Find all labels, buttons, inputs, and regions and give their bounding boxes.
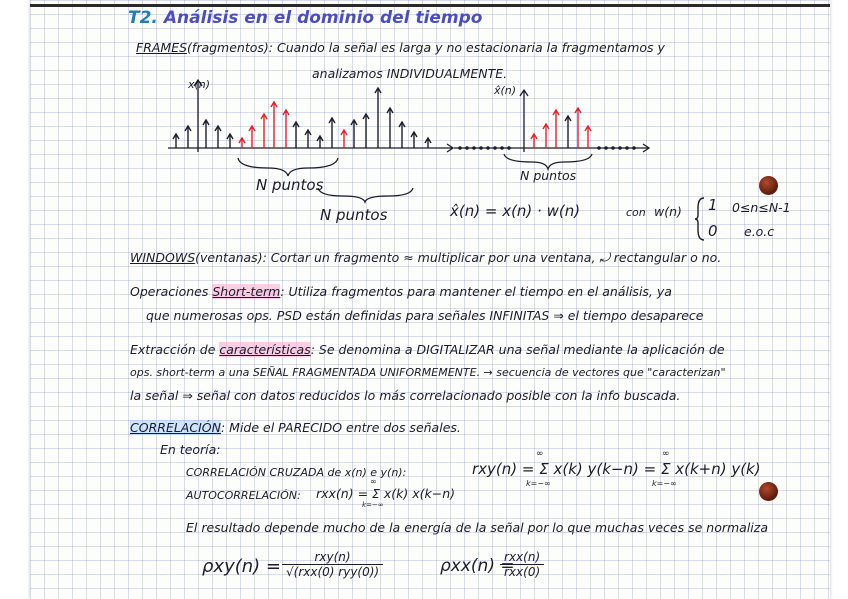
left-signal-plot xyxy=(168,80,458,160)
autocorrelation-label: AUTOCORRELACIÓN: xyxy=(186,489,301,502)
windows-rest: (ventanas): Cortar un fragmento ≈ multiplicar por una ventana, ⤾ rectangular o no. xyxy=(195,250,722,265)
left-stem-5 xyxy=(239,138,245,148)
window-case2-cond: e.o.c xyxy=(744,224,775,239)
left-stem-16 xyxy=(363,114,369,148)
left-stem-21 xyxy=(425,138,431,148)
window-w: w(n) xyxy=(654,204,682,219)
windows-label: WINDOWS xyxy=(130,250,196,265)
rho-xx-lhs: ρxx(n) = xyxy=(440,556,515,576)
left-axis-label: x(n) xyxy=(188,78,211,91)
frames-line-2: analizamos INDIVIDUALMENTE. xyxy=(312,66,508,81)
window-case1-cond: 0≤n≤N-1 xyxy=(732,200,791,215)
right-stem-2 xyxy=(553,110,559,148)
n-puntos-label-1: N puntos xyxy=(256,176,324,194)
right-stem-5 xyxy=(585,126,591,148)
sum-top-2: ∞ xyxy=(662,449,670,459)
window-formula: x̂(n) = x(n) · w(n) xyxy=(450,202,581,220)
left-stem-9 xyxy=(283,110,289,148)
sum-top-3: ∞ xyxy=(370,477,377,486)
n-puntos-label-2: N puntos xyxy=(320,206,388,224)
right-stem-4 xyxy=(575,108,581,148)
rho-xy-fraction xyxy=(282,550,383,579)
n-puntos-label-3: N puntos xyxy=(520,168,577,183)
left-stem-14 xyxy=(341,130,347,148)
cross-correlation-formula: rxy(n) = Σ x(k) y(k−n) = Σ x(k+n) y(k) xyxy=(472,460,761,478)
right-axis-label: x̂(n) xyxy=(494,84,517,97)
right-window-plot xyxy=(454,80,654,160)
extraction-prefix: Extracción de xyxy=(130,342,216,357)
left-stem-3 xyxy=(215,126,221,148)
rho-xx-fraction xyxy=(500,550,544,579)
extraction-rest: : Se denomina a DIGITALIZAR una señal mediante la aplicación de xyxy=(310,342,725,357)
sum-bottom-3: k=−∞ xyxy=(362,501,384,509)
autocorrelation-formula: rxx(n) = Σ x(k) x(k−n) xyxy=(316,486,456,501)
extraction-term: características xyxy=(219,342,311,357)
left-stem-20 xyxy=(411,132,417,148)
title-prefix: T2. xyxy=(128,8,158,28)
short-term-rest: : Utiliza fragmentos para mantener el tiempo en el análisis, ya xyxy=(280,284,672,299)
window-brace xyxy=(694,196,708,242)
correlation-rest: : Mide el PARECIDO entre dos señales. xyxy=(220,420,461,435)
short-term-line-2: que numerosas ops. PSD están definidas para señales INFINITAS ⇒ el tiempo desaparece xyxy=(146,308,704,323)
left-stem-10 xyxy=(293,122,299,148)
left-stem-8 xyxy=(271,102,277,148)
left-stem-19 xyxy=(399,122,405,148)
left-stem-0 xyxy=(173,134,179,148)
correlation-label: CORRELACIÓN xyxy=(130,420,221,435)
sum-bottom-2: k=−∞ xyxy=(652,479,677,488)
en-teoria: En teoría: xyxy=(160,442,221,457)
window-case1-value: 1 xyxy=(708,196,718,214)
left-stem-15 xyxy=(351,120,357,148)
title-text: Análisis en el dominio del tiempo xyxy=(163,8,483,28)
sum-top-1: ∞ xyxy=(536,449,544,459)
extraction-line-2: ops. short-term a una SEÑAL FRAGMENTADA UNIFORMEMENTE. → secuencia de vectores que "caracterizan" xyxy=(130,366,726,379)
left-stem-12 xyxy=(317,136,323,148)
rho-xx-denominator: rxx(0) xyxy=(504,565,541,579)
windows-line xyxy=(130,250,721,266)
left-stem-7 xyxy=(261,114,267,148)
cross-correlation-label: CORRELACIÓN CRUZADA de x(n) e y(n): xyxy=(186,466,407,479)
correlation-line xyxy=(130,420,461,435)
short-term-prefix: Operaciones xyxy=(130,284,209,299)
left-stem-18 xyxy=(387,108,393,148)
page-title xyxy=(128,8,483,28)
extraction-line-3: la señal ⇒ señal con datos reducidos lo más correlacionado posible con la info buscada. xyxy=(130,388,681,403)
right-stem-3 xyxy=(565,116,571,148)
binder-hole-top xyxy=(759,176,778,195)
rho-xy-lhs: ρxy(n) = xyxy=(202,556,281,577)
extraction-line-1 xyxy=(130,342,725,357)
left-stem-4 xyxy=(227,134,233,148)
left-stem-6 xyxy=(249,126,255,148)
frames-line-1 xyxy=(136,40,665,55)
left-stem-13 xyxy=(329,118,335,148)
window-case2-value: 0 xyxy=(708,222,718,240)
rho-xy-numerator: rxy(n) xyxy=(282,550,383,565)
rho-xx-numerator: rxx(n) xyxy=(500,550,544,565)
correlation-result: El resultado depende mucho de la energía de la señal por lo que muchas veces se normaliza xyxy=(186,520,768,535)
short-term-term: Short-term xyxy=(212,284,281,299)
left-stem-2 xyxy=(203,120,209,148)
short-term-line-1 xyxy=(130,284,672,299)
right-stem-1 xyxy=(543,124,549,148)
top-rule xyxy=(30,4,830,7)
frames-label: FRAMES xyxy=(136,40,188,55)
window-con: con xyxy=(626,206,646,219)
notebook-page xyxy=(30,0,830,599)
left-stem-17 xyxy=(375,88,381,148)
right-stem-0 xyxy=(531,134,537,148)
left-stem-1 xyxy=(185,126,191,148)
rho-xy-denominator: √(rxx(0) ryy(0)) xyxy=(286,565,380,579)
frames-rest: (fragmentos): Cuando la señal es larga y no estacionaria la fragmentamos y xyxy=(187,40,665,55)
binder-hole-bottom xyxy=(759,482,778,501)
left-stem-11 xyxy=(305,130,311,148)
sum-bottom-1: k=−∞ xyxy=(526,479,551,488)
